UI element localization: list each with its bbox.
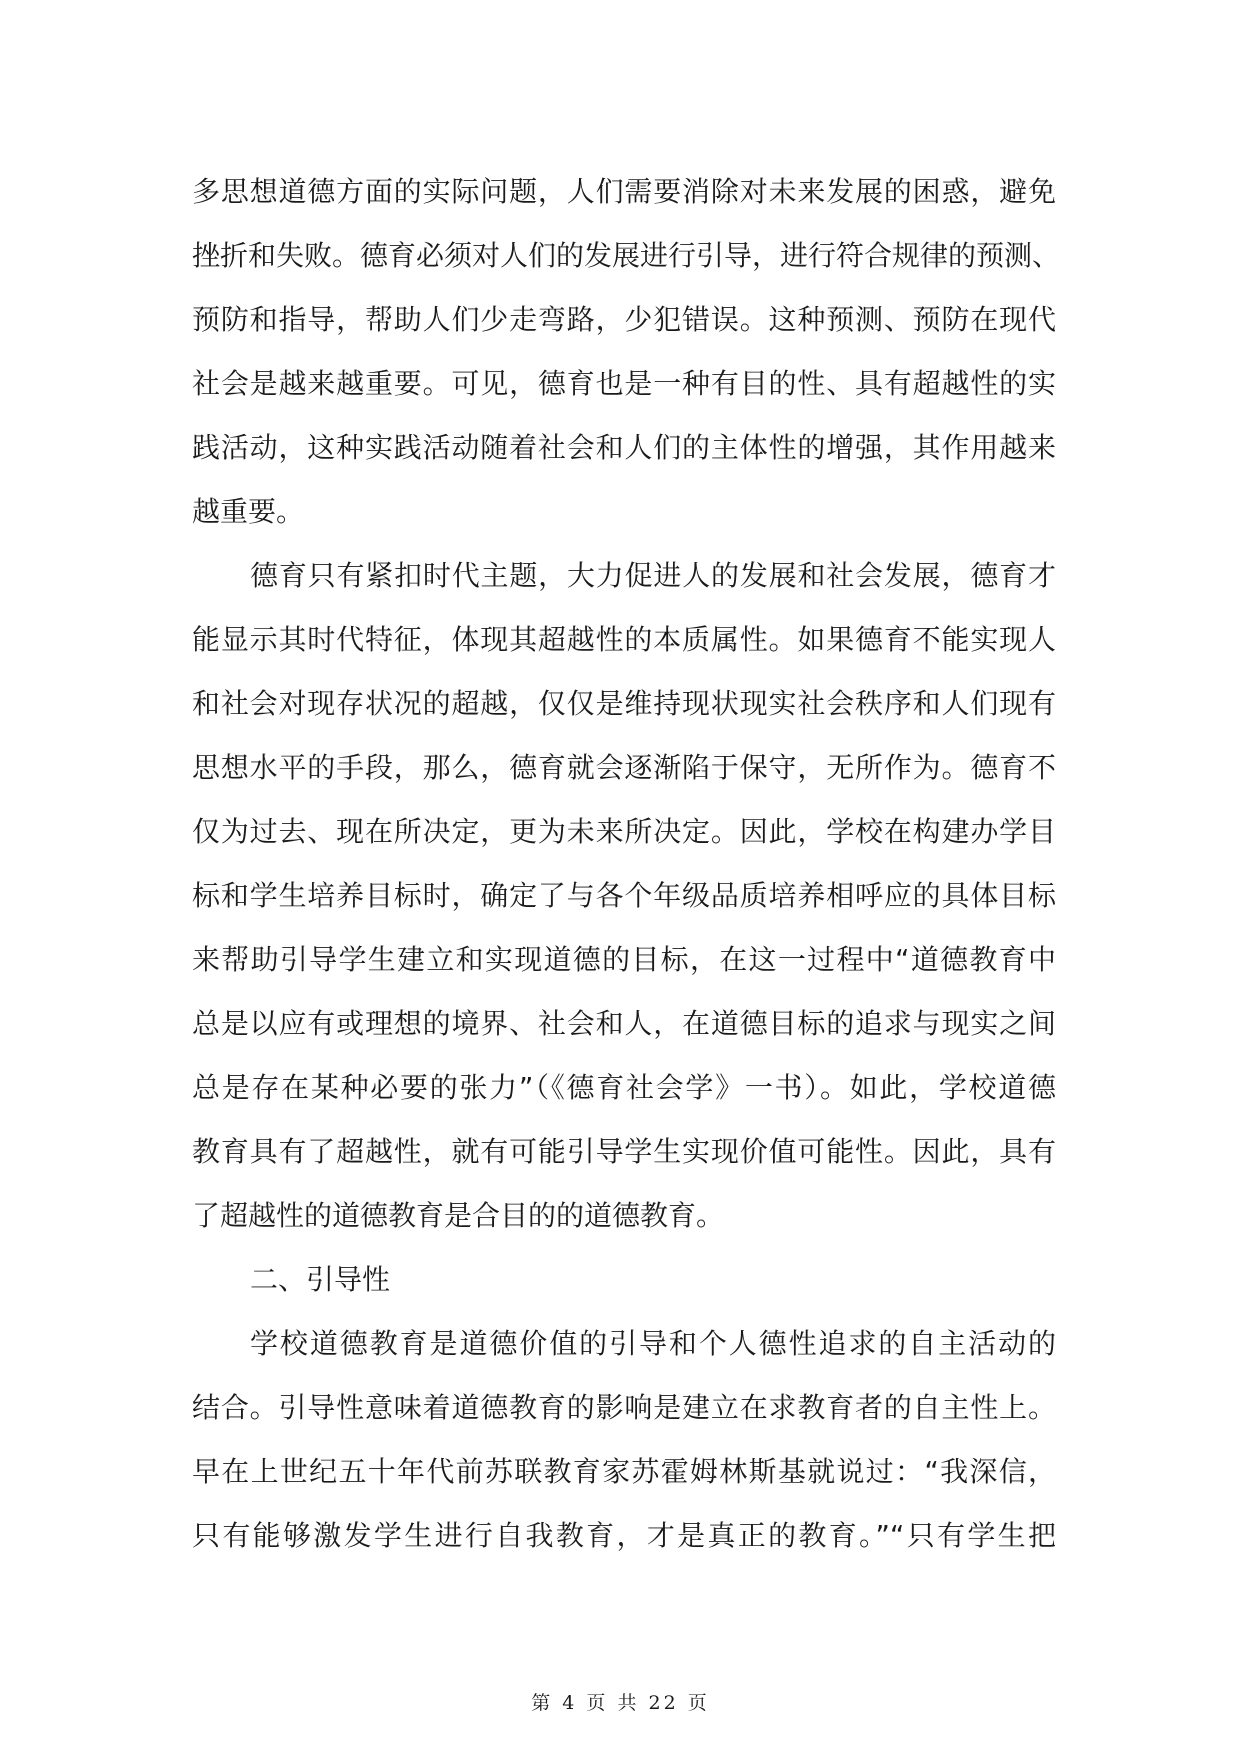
text-line: 了超越性的道德教育是合目的的道德教育。 [192, 1199, 725, 1232]
text-line: 挫折和失败。德育必须对人们的发展进行引导，进行符合规律的预测、 [192, 239, 1061, 272]
text-line: 能显示其时代特征，体现其超越性的本质属性。如果德育不能实现人 [192, 623, 1056, 656]
text-line: 来帮助引导学生建立和实现道德的目标，在这一过程中“道德教育中 [192, 943, 1056, 976]
text-line: 只有能够激发学生进行自我教育，才是真正的教育。”“只有学生把 [192, 1519, 1056, 1552]
text-line: 结合。引导性意味着道德教育的影响是建立在求教育者的自主性上。 [192, 1391, 1056, 1424]
body-text [192, 160, 1061, 1568]
text-line: 践活动，这种实践活动随着社会和人们的主体性的增强，其作用越来 [192, 431, 1056, 464]
page-number-footer: 第 4 页 共 22 页 [531, 1692, 710, 1714]
heading-text: 二、引导性 [250, 1263, 391, 1296]
section-heading [192, 1248, 1056, 1312]
text-line: 标和学生培养目标时，确定了与各个年级品质培养相呼应的具体目标 [192, 879, 1056, 912]
text-line: 仅为过去、现在所决定，更为未来所决定。因此，学校在构建办学目 [192, 815, 1056, 848]
text-line: 教育具有了超越性，就有可能引导学生实现价值可能性。因此，具有 [192, 1135, 1056, 1168]
text-line: 多思想道德方面的实际问题，人们需要消除对未来发展的困惑，避免 [192, 175, 1056, 208]
text-line: 学校道德教育是道德价值的引导和个人德性追求的自主活动的 [250, 1327, 1056, 1360]
paragraph [192, 544, 1056, 1248]
text-line: 总是以应有或理想的境界、社会和人，在道德目标的追求与现实之间 [192, 1007, 1056, 1040]
text-line: 和社会对现存状况的超越，仅仅是维持现状现实社会秩序和人们现有 [192, 687, 1056, 720]
text-line: 德育只有紧扣时代主题，大力促进人的发展和社会发展，德育才 [250, 559, 1056, 592]
text-line: 预防和指导，帮助人们少走弯路，少犯错误。这种预测、预防在现代 [192, 303, 1056, 336]
text-line: 越重要。 [192, 495, 305, 528]
paragraph [192, 160, 1061, 544]
text-line: 思想水平的手段，那么，德育就会逐渐陷于保守，无所作为。德育不 [192, 751, 1056, 784]
paragraph [192, 1312, 1056, 1568]
text-line: 总是存在某种必要的张力”（《德育社会学》一书）。如此，学校道德 [192, 1071, 1056, 1104]
text-line: 社会是越来越重要。可见，德育也是一种有目的性、具有超越性的实 [192, 367, 1056, 400]
text-line: 早在上世纪五十年代前苏联教育家苏霍姆林斯基就说过：“我深信， [192, 1455, 1056, 1488]
